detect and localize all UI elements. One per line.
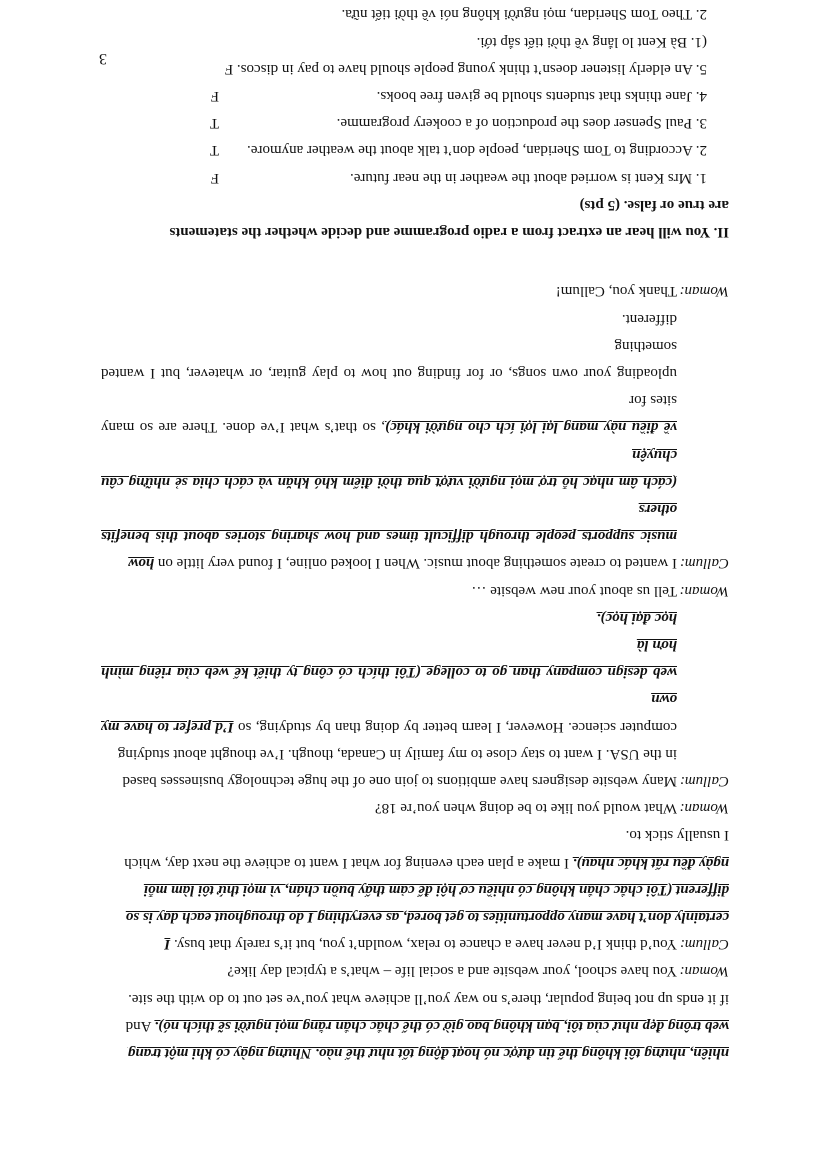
highlighted-line: music supports people through difficult times and how sharing stories about this benefits others: [101, 500, 677, 545]
vietnamese-translation-line: nhiên, nhưng tôi không thể tin được nó hoạt động tốt như thế nào. Nhưng ngày có khi một trang: [127, 1045, 729, 1061]
speaker-label: Callum:: [679, 936, 729, 953]
speaker-label: Woman:: [679, 963, 729, 980]
answer-mark: T: [209, 142, 219, 159]
statement-item: 3. Paul Spenser does the production of a cookery programme. T: [101, 109, 729, 136]
dialogue-line: Callum:I wanted to create something about music. When I looked online, I found very little on how: [101, 549, 729, 576]
highlighted-line: học đại học).: [596, 609, 677, 626]
highlighted-line: certainly don’t have many opportunities to get bored, as everything I do throughout each day is so: [125, 908, 729, 925]
dialogue-line: Woman:Tell us about your new website …: [101, 576, 729, 603]
speaker-label: Callum:: [679, 772, 729, 789]
dialogue-line: in the USA. I want to stay close to my family in Canada, though. I’ve thought about studying: [117, 745, 677, 762]
answer-mark: F: [210, 169, 219, 186]
highlighted-line: different (Tôi chắc chắn không có nhiều cơ hội để cảm thấy buồn chán, vì mọi thứ tôi làm mỗi: [143, 881, 729, 898]
speaker-label: Woman:: [679, 582, 729, 599]
translation-item: 2. Theo Tom Sheridan, mọi người không nói về thời tiết nữa.: [341, 6, 707, 23]
translation-item: (1. Bà Kent lo lắng về thời tiết sắp tới.: [476, 33, 707, 50]
dialogue-line: Woman:You have school, your website and a social life – what’s a typical day like?: [101, 957, 729, 984]
speaker-label: Woman:: [679, 283, 729, 300]
answer-mark: F: [210, 88, 219, 105]
answer-mark: T: [209, 115, 219, 132]
dialogue-line: Callum:Many website designers have ambitions to join one of the huge technology businesses based: [101, 767, 729, 794]
page-number: 3: [99, 50, 107, 67]
dialogue-line: computer science. However, I learn better by doing than by studying, so I’d prefer to have my own: [101, 691, 677, 735]
vietnamese-translation-line: web trông đẹp như của tôi, bạn không bao giờ có thể chắc chắn rằng mọi người sẽ thích nó). And: [125, 1017, 729, 1034]
dialogue-line: I usually stick to.: [625, 827, 729, 844]
highlighted-line: (cách âm nhạc hỗ trợ mọi người vượt qua thời điểm khó khăn và cách chia sẻ những câu chuyện: [101, 446, 677, 490]
speaker-label: Callum:: [679, 555, 729, 572]
dialogue-line: Woman:Thank you, Callum!: [101, 277, 729, 304]
dialogue-line: different.: [621, 310, 677, 327]
dialogue-line: ngày đều rất khác nhau). I make a plan each evening for what I want to achieve the next day, which: [124, 854, 729, 871]
statement-item: 1. Mrs Kent is worried about the weather in the near future. F: [101, 164, 729, 191]
paragraph-line: if it ends up not being popular, there’s no way you’ll achieve what you’ve set out to do with the site.: [128, 990, 729, 1007]
statement-item: 4. Jane thinks that students should be given free books. F: [101, 82, 729, 109]
page-content: [101, 0, 729, 1066]
section-heading: are true or false. (5 pts): [579, 196, 729, 213]
dialogue-line: về điều này mang lại lợi ích cho người khác), so that’s what I’ve done. There are so many sites for: [101, 392, 677, 436]
dialogue-line: Woman:What would you like to be doing when you’re 18?: [101, 794, 729, 821]
statement-item: 5. An elderly listener doesn’t think young people should have to pay in discos. F: [224, 60, 707, 77]
highlighted-line: web design company than go to college (Tôi thích có công ty thiết kế web của riêng mình hơn là: [101, 636, 677, 681]
speaker-label: Woman:: [679, 800, 729, 817]
statement-item: 2. According to Tom Sheridan, people don’t talk about the weather anymore. T: [101, 136, 729, 163]
section-heading: II. You will hear an extract from a radio programme and decide whether the statements: [169, 224, 729, 241]
dialogue-line: uploading your own songs, or for finding out how to play guitar, or whatever, but I wanted something: [101, 337, 677, 381]
dialogue-line: Callum:You’d think I’d never have a chance to relax, wouldn’t you, but it’s rarely that busy. I: [101, 930, 729, 957]
